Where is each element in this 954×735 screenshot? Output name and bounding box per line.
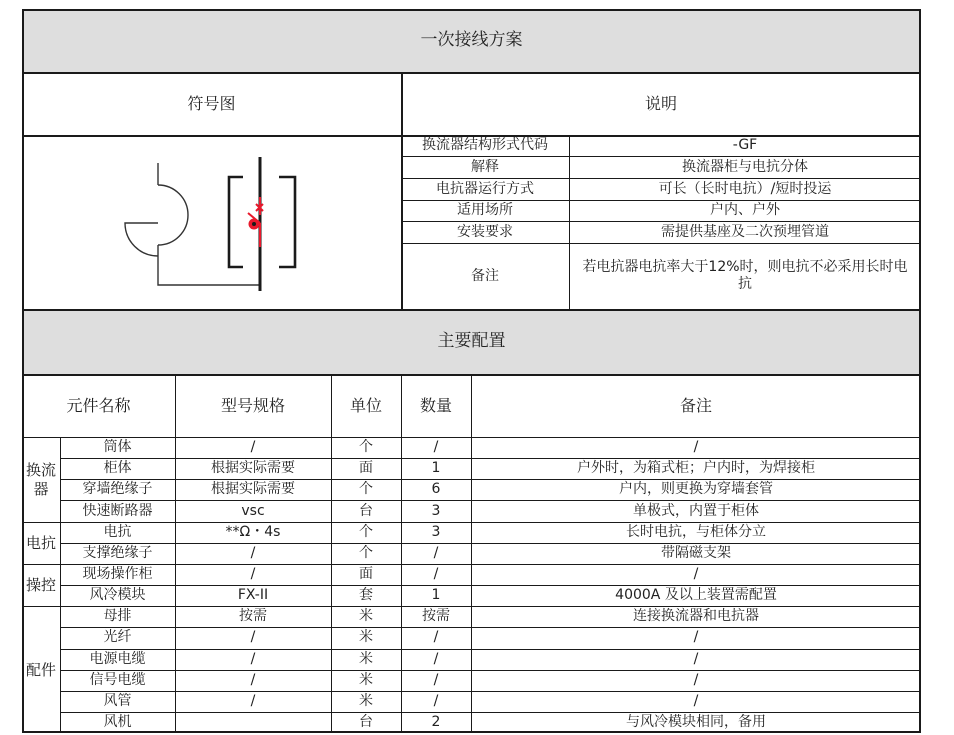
item-name: 快速断路器 xyxy=(82,502,153,519)
item-model: / xyxy=(250,671,256,688)
item-qty: / xyxy=(433,544,439,561)
item-note: / xyxy=(693,671,699,688)
item-model: FX-II xyxy=(237,587,269,604)
grid-line xyxy=(60,458,921,459)
desc-label: 解释 xyxy=(471,158,499,175)
item-qty: 6 xyxy=(431,481,441,498)
item-note: 单极式，内置于柜体 xyxy=(633,502,759,519)
item-unit: 面 xyxy=(359,565,373,582)
grid-line xyxy=(60,712,921,713)
item-unit: 台 xyxy=(359,714,373,730)
item-qty: 3 xyxy=(431,523,441,540)
group-label-accessories: 配件 xyxy=(25,660,56,679)
desc-label: 安装要求 xyxy=(457,223,513,240)
grid-line xyxy=(60,500,921,501)
grid-line xyxy=(569,135,570,309)
description-header: 说明 xyxy=(644,94,677,113)
item-qty: 1 xyxy=(431,587,441,604)
item-name: 风管 xyxy=(103,692,132,709)
grid-line xyxy=(175,374,176,733)
item-name: 现场操作柜 xyxy=(82,565,153,582)
item-qty: / xyxy=(433,692,439,709)
wiring-symbol-diagram xyxy=(22,135,401,309)
item-name: 光纤 xyxy=(103,629,132,646)
desc-value: 需提供基座及二次预埋管道 xyxy=(661,223,829,240)
grid-line xyxy=(60,670,921,671)
item-note: / xyxy=(693,565,699,582)
col-header-qty: 数量 xyxy=(419,396,452,415)
item-model: 根据实际需要 xyxy=(211,460,295,477)
item-note: 带隔磁支架 xyxy=(661,544,731,561)
grid-line xyxy=(22,522,921,523)
item-unit: 套 xyxy=(359,587,373,604)
item-qty: 1 xyxy=(431,460,441,477)
item-unit: 个 xyxy=(359,544,373,561)
item-model: / xyxy=(250,439,256,456)
grid-line xyxy=(22,606,921,607)
item-unit: 米 xyxy=(359,671,373,688)
col-header-note: 备注 xyxy=(679,396,712,415)
item-model: / xyxy=(250,692,256,709)
item-model: / xyxy=(250,565,256,582)
grid-line xyxy=(22,564,921,565)
item-model: / xyxy=(250,650,256,667)
grid-line xyxy=(22,72,921,74)
item-note: / xyxy=(693,439,699,456)
item-note: 户外时，为箱式柜；户内时，为焊接柜 xyxy=(577,460,815,477)
grid-line xyxy=(22,9,24,733)
item-qty: / xyxy=(433,629,439,646)
desc-value: 户内、户外 xyxy=(710,202,780,218)
item-note: 连接换流器和电抗器 xyxy=(633,608,759,625)
item-unit: 米 xyxy=(359,692,373,709)
grid-line xyxy=(60,479,921,480)
grid-line xyxy=(401,243,921,244)
item-model: 按需 xyxy=(239,608,267,625)
group-label-control: 操控 xyxy=(25,576,56,594)
desc-label: 适用场所 xyxy=(457,202,513,218)
item-name: 母排 xyxy=(103,608,132,625)
item-qty: / xyxy=(433,439,439,456)
item-unit: 米 xyxy=(359,650,373,667)
item-name: 穿墙绝缘子 xyxy=(82,481,153,498)
config-sheet xyxy=(22,9,921,733)
item-unit: 个 xyxy=(359,439,373,456)
grid-line xyxy=(471,374,472,733)
item-model: **Ω・4s xyxy=(225,523,281,540)
item-name: 电源电缆 xyxy=(89,650,146,667)
item-note: / xyxy=(693,650,699,667)
grid-line xyxy=(60,543,921,544)
item-model xyxy=(175,712,331,733)
desc-value: 若电抗器电抗率大于12%时，则电抗不必采用长时电抗 xyxy=(582,259,908,292)
grid-line xyxy=(401,156,921,157)
grid-line xyxy=(22,309,921,311)
item-qty: 按需 xyxy=(422,608,450,625)
item-unit: 台 xyxy=(359,502,373,519)
desc-value: -GF xyxy=(732,137,758,153)
grid-line xyxy=(22,437,921,438)
item-name: 风机 xyxy=(103,714,132,730)
item-model: vsc xyxy=(241,502,265,519)
grid-line xyxy=(60,627,921,628)
desc-value: 可长（长时电抗）/短时投运 xyxy=(658,180,832,197)
grid-line xyxy=(60,437,61,733)
group-label-reactor: 电抗 xyxy=(25,533,56,552)
group-label-converter: 换流器 xyxy=(25,460,56,498)
grid-line xyxy=(22,135,921,137)
item-name: 信号电缆 xyxy=(89,671,146,688)
item-note: 户内，则更换为穿墙套管 xyxy=(619,481,773,498)
item-model: / xyxy=(250,544,256,561)
grid-line xyxy=(401,221,921,222)
item-note: 4000A 及以上装置需配置 xyxy=(615,587,777,604)
desc-value: 换流器柜与电抗分体 xyxy=(682,158,808,175)
grid-line xyxy=(401,374,402,733)
item-name: 电抗 xyxy=(103,523,132,540)
item-unit: 米 xyxy=(359,629,373,646)
grid-line xyxy=(919,9,921,733)
desc-label: 备注 xyxy=(471,267,499,284)
symbol-header: 符号图 xyxy=(187,94,236,113)
item-unit: 米 xyxy=(359,608,373,625)
col-header-name: 元件名称 xyxy=(66,396,131,415)
desc-label: 换流器结构形式代码 xyxy=(422,137,548,153)
section-title-config: 主要配置 xyxy=(22,309,921,374)
col-header-unit: 单位 xyxy=(349,396,382,415)
grid-line xyxy=(401,72,403,309)
item-unit: 面 xyxy=(359,460,373,477)
item-qty: / xyxy=(433,650,439,667)
item-qty: / xyxy=(433,671,439,688)
section-title-wiring: 一次接线方案 xyxy=(22,9,921,72)
grid-line xyxy=(401,178,921,179)
item-note: 与风冷模块相同，备用 xyxy=(626,714,766,730)
item-unit: 个 xyxy=(359,481,373,498)
desc-label: 电抗器运行方式 xyxy=(436,180,534,197)
item-model: 根据实际需要 xyxy=(211,481,295,498)
col-header-model: 型号规格 xyxy=(220,396,285,415)
item-name: 筒体 xyxy=(103,439,132,456)
item-note: / xyxy=(693,629,699,646)
grid-line xyxy=(401,200,921,201)
item-qty: / xyxy=(433,565,439,582)
grid-line xyxy=(60,585,921,586)
grid-line xyxy=(331,374,332,733)
item-name: 柜体 xyxy=(103,460,132,477)
item-qty: 3 xyxy=(431,502,441,519)
grid-line xyxy=(60,691,921,692)
item-name: 支撑绝缘子 xyxy=(82,544,153,561)
grid-line xyxy=(22,9,921,11)
grid-line xyxy=(60,649,921,650)
item-note: 长时电抗，与柜体分立 xyxy=(626,523,766,540)
item-name: 风冷模块 xyxy=(89,587,146,604)
item-note: / xyxy=(693,692,699,709)
item-unit: 个 xyxy=(359,523,373,540)
item-model: / xyxy=(250,629,256,646)
item-qty: 2 xyxy=(431,714,441,730)
